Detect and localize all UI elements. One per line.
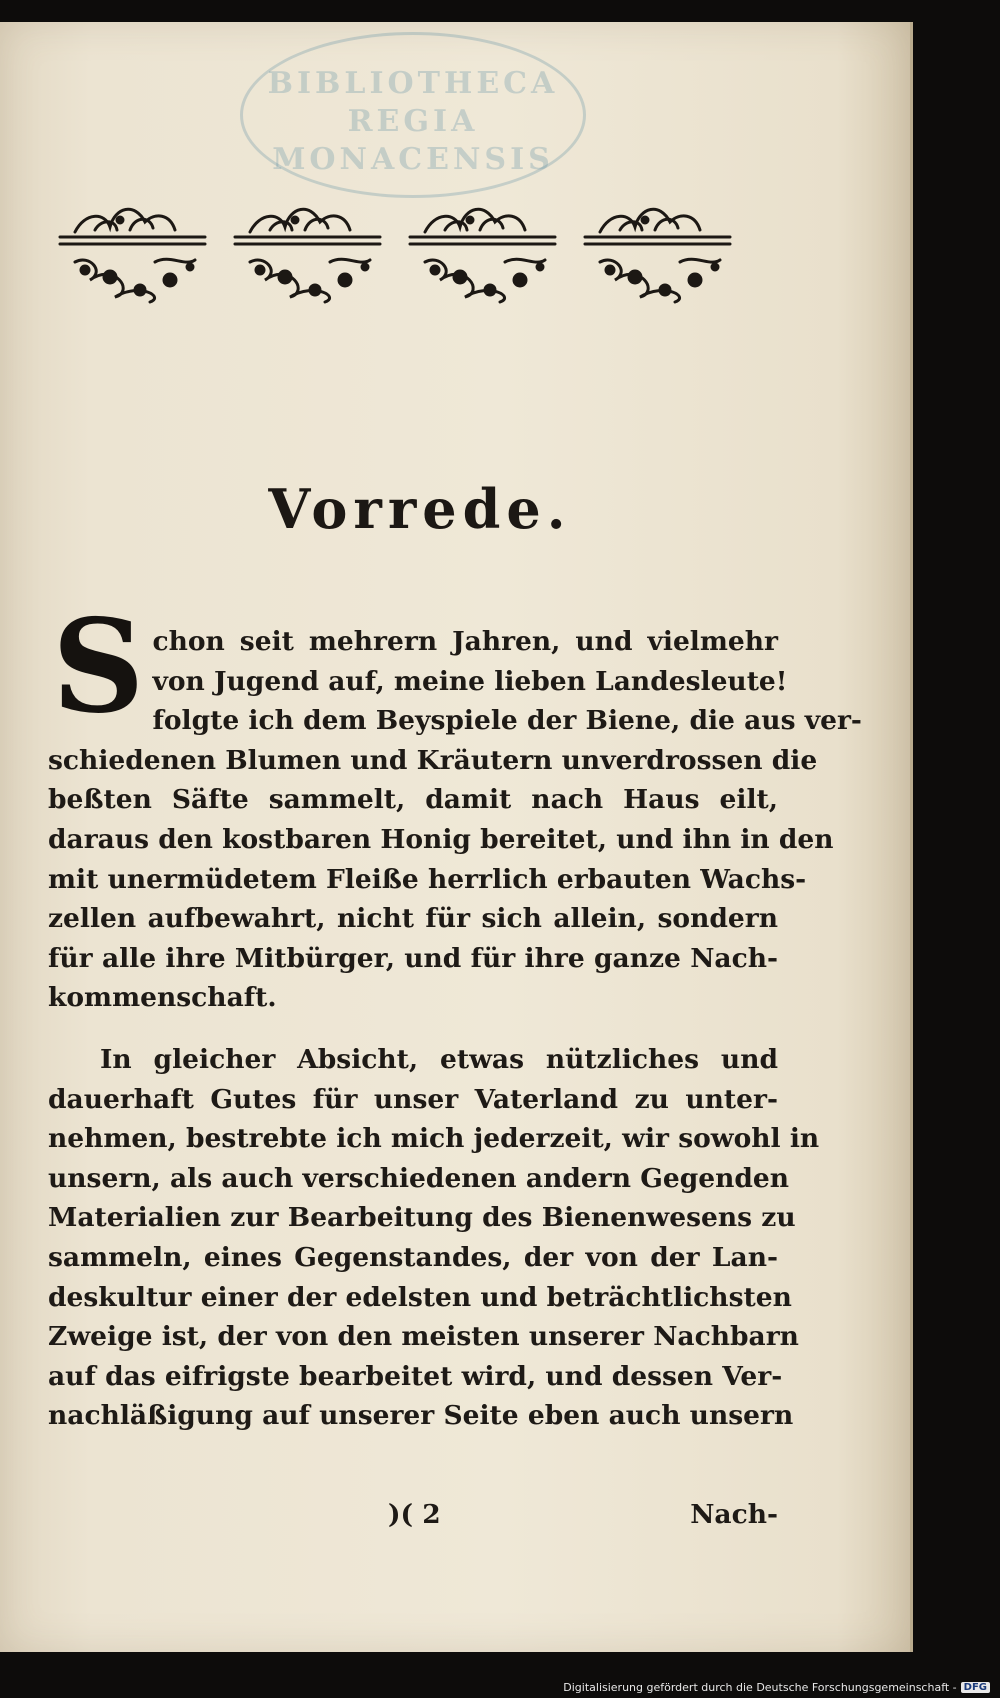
- page-title: Vorrede.: [268, 477, 572, 541]
- dfg-logo: DFG: [961, 1682, 990, 1693]
- text-line: sammeln, eines Gegenstandes, der von der Lan-: [48, 1241, 778, 1273]
- text-line: nehmen, bestrebte ich mich jederzeit, wir sowohl in: [48, 1123, 820, 1155]
- text-line: chon seit mehrern Jahren, und vielmehr: [152, 626, 778, 657]
- paragraph-1: [48, 592, 862, 1018]
- stamp-line-1: BIBLIOTHECA: [267, 66, 559, 101]
- body-text: [48, 592, 862, 1436]
- text-line: beßten Säfte sammelt, damit nach Haus eilt,: [48, 784, 778, 816]
- drop-cap: S: [52, 592, 145, 742]
- credit-text: Digitalisierung gefördert durch die Deutsche Forschungsgemeinschaft -: [563, 1681, 957, 1694]
- text-line: mit unermüdetem Fleiße herrlich erbauten Wachs-: [48, 863, 807, 895]
- floral-ornament-band: [55, 202, 765, 317]
- digitization-credit: [563, 1681, 990, 1694]
- text-line: deskultur einer der edelsten und beträchtlichsten: [48, 1281, 792, 1313]
- text-line: nachläßigung auf unserer Seite eben auch unsern: [48, 1400, 794, 1432]
- text-line: auf das eifrigste bearbeitet wird, und dessen Ver-: [48, 1360, 783, 1392]
- stamp-line-2: REGIA: [347, 104, 479, 139]
- page-footer: [48, 1499, 778, 1539]
- text-line: unsern, als auch verschiedenen andern Gegenden: [48, 1162, 790, 1194]
- text-line: kommenschaft.: [48, 982, 277, 1014]
- book-page: [0, 22, 913, 1652]
- paragraph-2: [48, 1040, 820, 1436]
- text-line: Materialien zur Bearbeitung des Bienenwesens zu: [48, 1202, 796, 1234]
- signature-mark: )( 2: [388, 1499, 441, 1530]
- text-line: zellen aufbewahrt, nicht für sich allein, sondern: [48, 903, 778, 935]
- text-line: In gleicher Absicht, etwas nützliches und: [100, 1043, 778, 1075]
- text-line: daraus den kostbaren Honig bereitet, und ihn in den: [48, 823, 834, 855]
- text-line: für alle ihre Mitbürger, und für ihre ganze Nach-: [48, 942, 778, 974]
- text-line: folgte ich dem Beyspiele der Biene, die aus ver-: [152, 705, 862, 737]
- text-line: dauerhaft Gutes für unser Vaterland zu unter-: [48, 1083, 778, 1115]
- catchword: Nach-: [690, 1499, 778, 1530]
- library-stamp: [240, 32, 586, 198]
- text-line: schiedenen Blumen und Kräutern unverdrossen die: [48, 744, 818, 776]
- stamp-line-3: MONACENSIS: [272, 142, 554, 177]
- text-line: von Jugend auf, meine lieben Landesleute!: [152, 665, 788, 697]
- text-line: Zweige ist, der von den meisten unserer Nachbarn: [48, 1321, 799, 1353]
